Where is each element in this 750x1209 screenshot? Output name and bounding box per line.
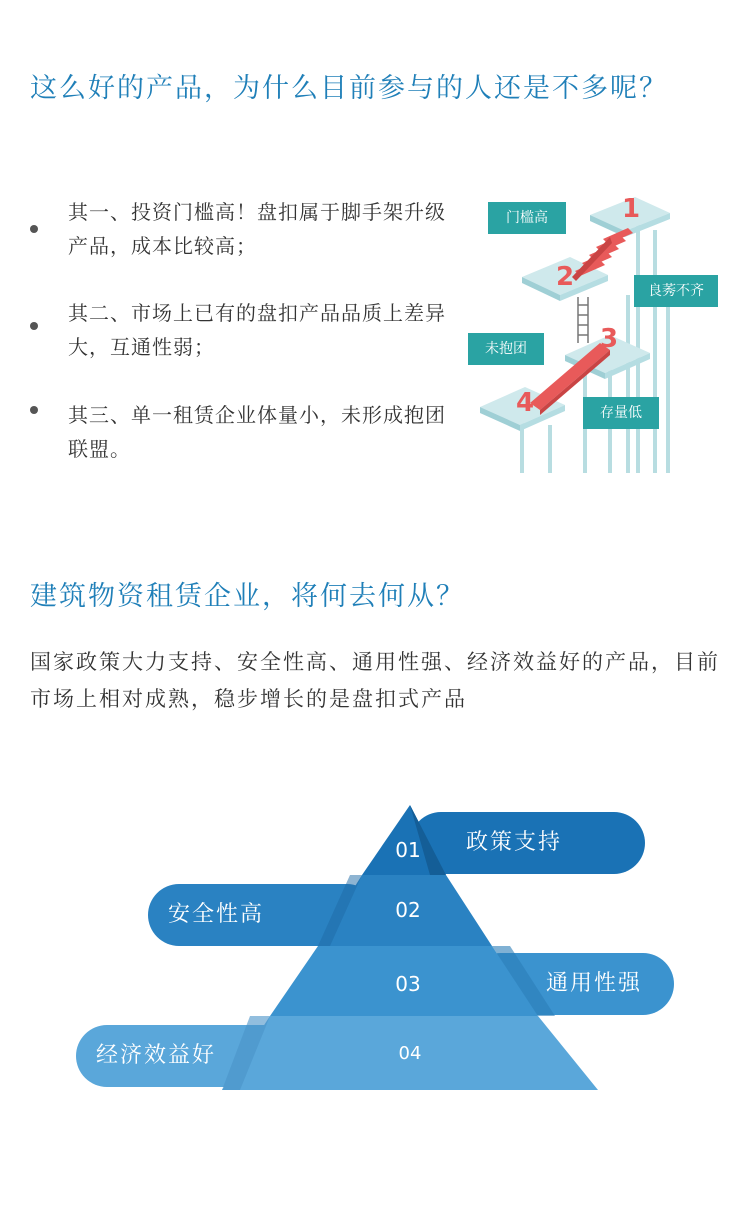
pyramid-num-02: 02	[395, 898, 421, 922]
pyramid-num-01: 01	[395, 838, 421, 862]
step-number-3: 3	[600, 324, 619, 354]
bullet-item-3: 其三、单一租赁企业体量小，未形成抱团联盟。	[68, 403, 446, 461]
pyramid-label-strong-versatility: 通用性强	[470, 953, 674, 1015]
pyramid-label-high-safety: 安全性高	[148, 884, 378, 946]
bullet-dot	[30, 322, 38, 330]
pyramid-num-03: 03	[395, 972, 421, 996]
tag-low-stock: 存量低	[583, 397, 659, 429]
pyramid	[0, 800, 750, 1100]
step-number-4: 4	[516, 388, 535, 418]
section2-paragraph: 国家政策大力支持、安全性高、通用性强、经济效益好的产品，目前市场上相对成熟，稳步增长的是盘扣式产品	[30, 650, 720, 711]
pyramid-label-economic-benefit: 经济效益好	[76, 1025, 316, 1087]
bullet-item-1: 其一、投资门槛高！盘扣属于脚手架升级产品，成本比较高；	[68, 200, 446, 258]
step-number-2: 2	[556, 262, 575, 292]
tag-uneven-quality: 良莠不齐	[634, 275, 718, 307]
section1-title: 这么好的产品，为什么目前参与的人还是不多呢？	[30, 73, 668, 104]
step-number-1: 1	[622, 194, 641, 224]
tag-high-threshold: 门槛高	[488, 202, 566, 234]
bullet-item-2: 其二、市场上已有的盘扣产品品质上差异大，互通性弱；	[68, 301, 446, 359]
pyramid-num-04: 04	[398, 1043, 422, 1064]
bullet-dot	[30, 406, 38, 414]
bullet-dot	[30, 225, 38, 233]
section2-title: 建筑物资租赁企业，将何去何从？	[30, 581, 465, 612]
pyramid-graphic	[0, 800, 750, 1100]
tag-not-united: 未抱团	[468, 333, 544, 365]
pyramid-label-policy-support: 政策支持	[410, 812, 645, 874]
